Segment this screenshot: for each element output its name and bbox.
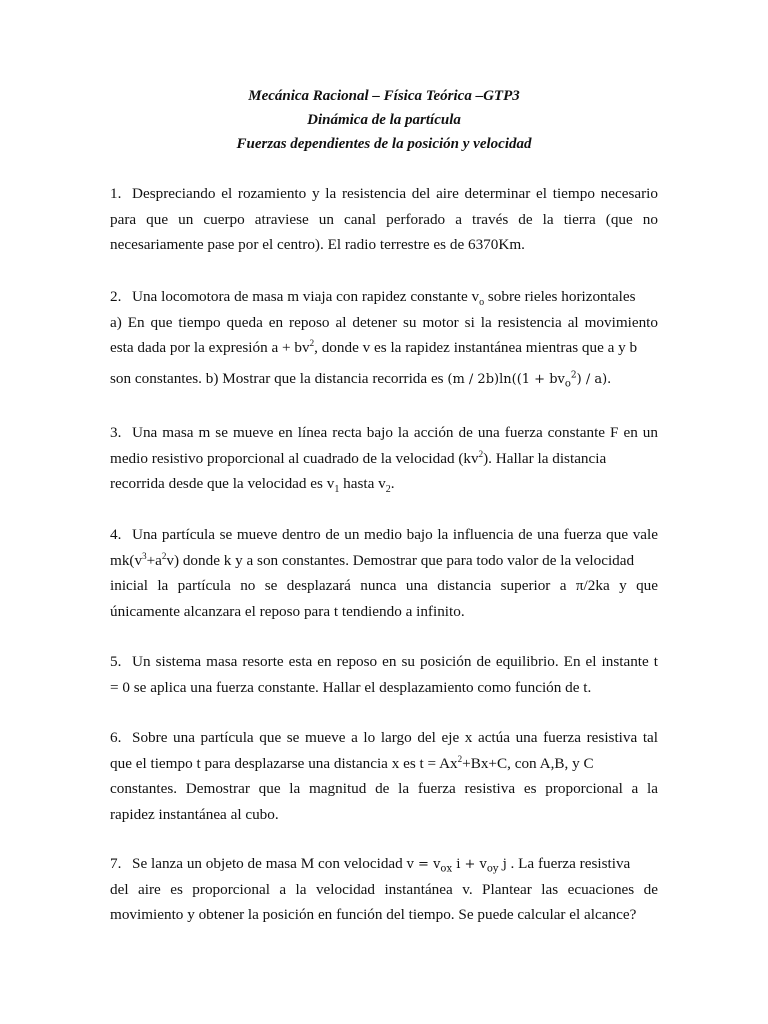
problem-1-line-2: para que un cuerpo atraviese un canal perforado a través de la tierra (que no — [110, 210, 658, 228]
problem-4-line-1: 4. Una partícula se mueve dentro de un medio bajo la influencia de una fuerza que vale — [110, 526, 658, 543]
problem-4-line-2: $mk(v^3+a^2v)$ donde k y a son constantes. Demostrar que para todo valor de la velocidad — [110, 550, 635, 569]
problem-6-line-4: rapidez instantánea al cubo. — [110, 805, 279, 823]
problem-7-line-1: 7. Se lanza un objeto de masa M con velocidad $v = v_{ox}$ $i + v_{oy}$ j . La fuerza resistiva — [110, 855, 631, 875]
velocity-formula: $v = v_{ox}$ $i + v_{oy}$ j — [406, 857, 507, 875]
problem-4-line-4: únicamente alcanzara el reposo para t tendiendo a infinito. — [110, 602, 465, 620]
problem-2-line-1: 2. Una locomotora de masa m viaja con rapidez constante $v_o$ sobre rieles horizontales — [110, 288, 636, 309]
problem-3-line-1: 3. Una masa m se mueve en línea recta bajo la acción de una fuerza constante F en un — [110, 424, 658, 441]
problem-7 — [110, 851, 658, 928]
problem-6-line-1: 6. Sobre una partícula que se mueve a lo largo del eje x actúa una fuerza resistiva tal — [110, 729, 658, 746]
problem-7-line-3: movimiento y obtener la posición en función del tiempo. Se puede calcular el alcance? — [110, 906, 637, 924]
distance-formula: $(m / 2b)\ln((1 + bv_o^2) / a)$ — [447, 370, 608, 390]
problem-6-line-2: que el tiempo t para desplazarse una distancia x es $t = Ax^2+Bx+C$, con A,B, y C — [110, 753, 594, 772]
problem-5-line-2: = 0 se aplica una fuerza constante. Hallar el desplazamiento como función de t. — [110, 678, 592, 696]
problem-6 — [110, 725, 658, 827]
document-header — [0, 84, 768, 156]
problem-1 — [110, 181, 658, 258]
course-title: Mecánica Racional – Física Teórica –GTP3 — [248, 88, 520, 104]
topic-title: Dinámica de la partícula — [307, 112, 461, 128]
problem-3 — [110, 420, 658, 497]
problem-2 — [110, 284, 658, 391]
problem-5 — [110, 649, 658, 700]
subtopic-title: Fuerzas dependientes de la posición y velocidad — [236, 136, 532, 152]
problem-2-line-2: a) En que tiempo queda en reposo al detener su motor si la resistencia al movimiento — [110, 313, 658, 331]
problem-4-line-3: inicial la partícula no se desplazará nunca una distancia superior a π/2ka y que — [110, 577, 658, 595]
problem-6-line-3: constantes. Demostrar que la magnitud de la fuerza resistiva es proporcional a la — [110, 780, 658, 798]
problem-4 — [110, 522, 658, 624]
problem-2-line-4: son constantes. b) Mostrar que la distancia recorrida es $(m / 2b)\ln((1 + bv_o^2) / a)$. — [110, 369, 611, 390]
problem-3-line-2: medio resistivo proporcional al cuadrado de la velocidad $(kv^2)$. Hallar la distancia — [110, 448, 607, 467]
problem-2-line-3: esta dada por la expresión $a + bv^2$, donde v es la rapidez instantánea mientras que a y b — [110, 338, 638, 357]
problem-1-line-1: 1. Despreciando el rozamiento y la resistencia del aire determinar el tiempo necesario — [110, 185, 658, 202]
problem-5-line-1: 5. Un sistema masa resorte esta en reposo en su posición de equilibrio. En el instante t — [110, 653, 658, 670]
problem-7-line-2: del aire es proporcional a la velocidad instantánea v. Plantear las ecuaciones de — [110, 880, 658, 898]
problem-3-line-3: recorrida desde que la velocidad es $v_1$ hasta $v_2$. — [110, 475, 395, 496]
problem-1-line-3: necesariamente pase por el centro). El radio terrestre es de 6370Km. — [110, 236, 525, 254]
